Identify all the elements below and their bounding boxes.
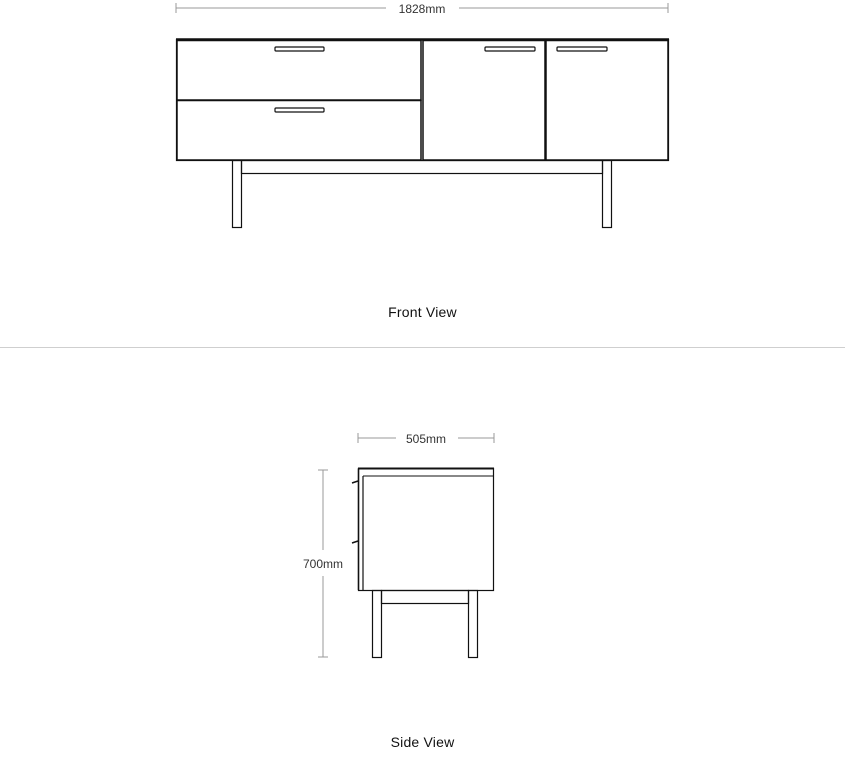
side-view-caption: Side View <box>390 734 455 750</box>
front-view-panel <box>0 0 845 347</box>
right-leg <box>603 161 612 228</box>
front-stretcher <box>242 161 603 174</box>
side-back-leg <box>469 591 478 658</box>
top-drawer-handle <box>275 47 324 51</box>
bottom-drawer-handle <box>275 108 324 112</box>
front-view-caption: Front View <box>388 304 457 320</box>
sideboard-side <box>352 469 494 658</box>
depth-dimension <box>358 432 494 446</box>
side-stretcher <box>382 591 469 604</box>
side-view-drawing <box>0 348 845 777</box>
width-dimension <box>176 2 668 16</box>
bottom-drawer <box>177 101 421 161</box>
top-drawer <box>177 41 421 101</box>
height-dimension <box>303 470 343 657</box>
left-door <box>423 41 545 161</box>
width-label: 1828mm <box>398 2 446 16</box>
upper-handle-profile <box>352 481 358 483</box>
right-door <box>546 41 668 161</box>
right-door-handle <box>557 47 607 51</box>
side-front-leg <box>373 591 382 658</box>
height-label: 700mm <box>302 557 344 571</box>
sideboard-front <box>176 40 669 228</box>
left-door-handle <box>485 47 535 51</box>
side-view-panel <box>0 348 845 777</box>
depth-label: 505mm <box>405 432 447 446</box>
lower-handle-profile <box>352 541 358 543</box>
front-view-drawing <box>0 0 845 347</box>
left-leg <box>233 161 242 228</box>
